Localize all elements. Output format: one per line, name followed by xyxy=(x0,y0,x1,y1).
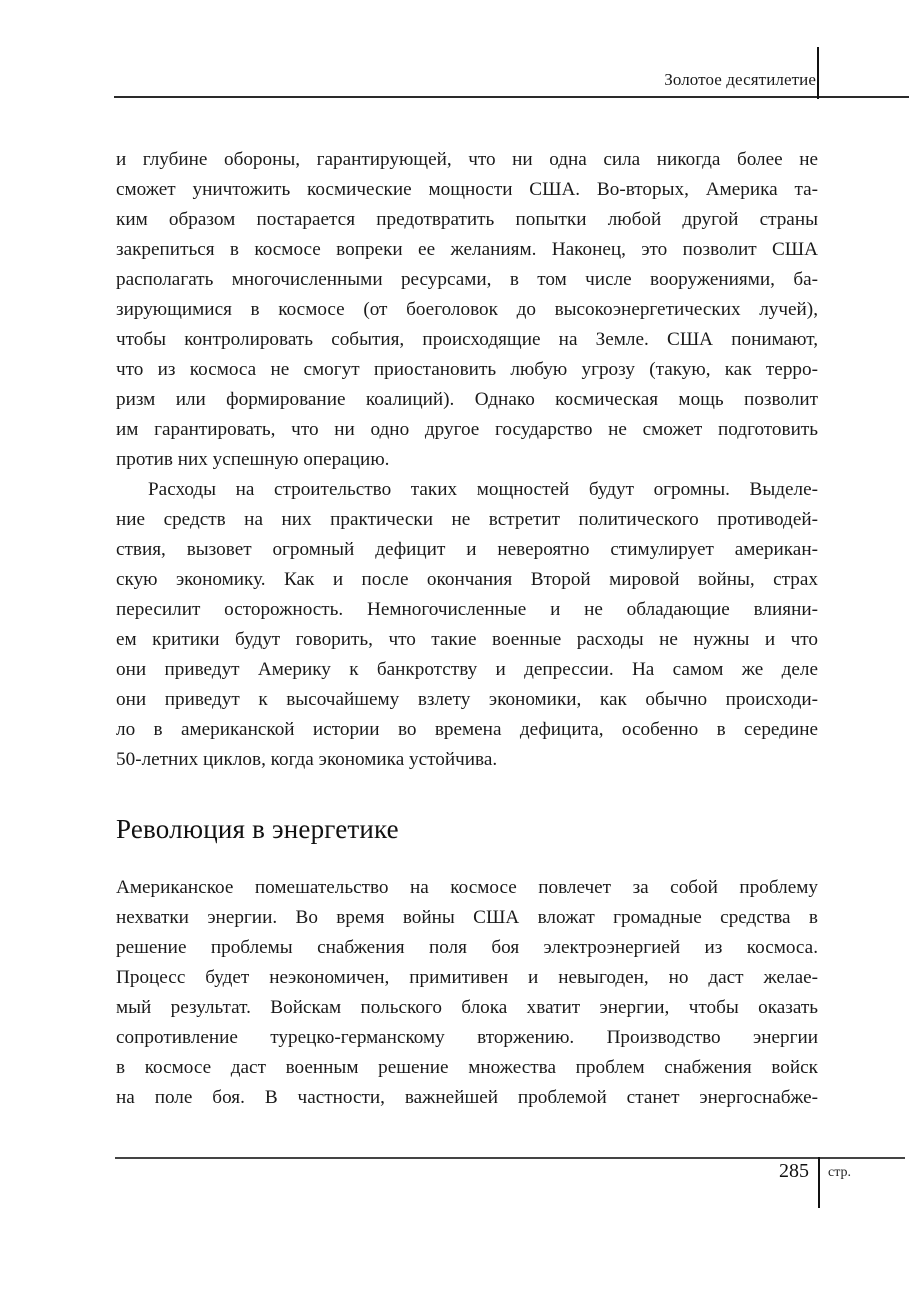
running-head-title: Золотое десятилетие xyxy=(664,70,816,89)
text-line: в космосе даст военным решение множества проблем снабжения войск xyxy=(116,1057,818,1078)
text-line: пересилит осторожность. Немногочисленные и не обладающие влияни- xyxy=(116,599,818,620)
text-line: сможет уничтожить космические мощности США. Во-вторых, Америка та- xyxy=(116,179,818,200)
footer-vertical-rule xyxy=(818,1157,820,1208)
text-line: Расходы на строительство таких мощностей будут огромны. Выделе- xyxy=(148,479,818,500)
text-line: ризм или формирование коалиций). Однако космическая мощь позволит xyxy=(116,389,818,410)
text-line: Процесс будет неэкономичен, примитивен и невыгоден, но даст желае- xyxy=(116,967,818,988)
text-line: они приведут к высочайшему взлету экономики, как обычно происходи- xyxy=(116,689,818,710)
text-line: ние средств на них практически не встретит политического противодей- xyxy=(116,509,818,530)
text-line: закрепиться в космосе вопреки ее желаниям. Наконец, это позволит США xyxy=(116,239,818,260)
header-vertical-rule xyxy=(817,47,819,99)
section-heading: Революция в энергетике xyxy=(116,814,399,844)
text-line: решение проблемы снабжения поля боя электроэнергией из космоса. xyxy=(116,937,818,958)
body-text-section-2 xyxy=(116,873,818,1113)
text-line: мый результат. Войскам польского блока хватит энергии, чтобы оказать xyxy=(116,997,818,1018)
text-line: они приведут Америку к банкротству и депрессии. На самом же деле xyxy=(116,659,818,680)
page-number: 285 xyxy=(779,1160,809,1182)
running-head xyxy=(0,0,913,110)
page-footer xyxy=(0,1140,913,1230)
text-line: и глубине обороны, гарантирующей, что ни одна сила никогда более не xyxy=(116,149,818,170)
text-line: ем критики будут говорить, что такие военные расходы не нужны и что xyxy=(116,629,818,650)
footer-rule xyxy=(115,1157,905,1159)
text-line: на поле боя. В частности, важнейшей проблемой станет энергоснабже- xyxy=(116,1087,818,1108)
text-line: им гарантировать, что ни одно другое государство не сможет подготовить xyxy=(116,419,818,440)
text-line: чтобы контролировать события, происходящие на Земле. США понимают, xyxy=(116,329,818,350)
paragraph xyxy=(116,145,818,475)
text-line: ло в американской истории во времена дефицита, особенно в середине xyxy=(116,719,818,740)
text-line: ствия, вызовет огромный дефицит и невероятно стимулирует американ- xyxy=(116,539,818,560)
text-line: располагать многочисленными ресурсами, в том числе вооружениями, ба- xyxy=(116,269,818,290)
text-line: нехватки энергии. Во время войны США вложат громадные средства в xyxy=(116,907,818,928)
text-line: зирующимися в космосе (от боеголовок до высокоэнергетических лучей), xyxy=(116,299,818,320)
text-line: скую экономику. Как и после окончания Второй мировой войны, страх xyxy=(116,569,818,590)
text-line: Американское помешательство на космосе повлечет за собой проблему xyxy=(116,877,818,898)
text-line: что из космоса не смогут приостановить любую угрозу (такую, как терро- xyxy=(116,359,818,380)
text-line: против них успешную операцию. xyxy=(116,449,390,470)
header-rule xyxy=(114,96,909,98)
body-text-section-1 xyxy=(116,145,818,775)
paragraph xyxy=(116,873,818,1113)
text-line: сопротивление турецко-германскому вторжению. Производство энергии xyxy=(116,1027,818,1048)
text-line: ким образом постарается предотвратить попытки любой другой страны xyxy=(116,209,818,230)
text-line: 50-летних циклов, когда экономика устойчива. xyxy=(116,749,498,770)
paragraph xyxy=(116,475,818,775)
page-label: стр. xyxy=(828,1165,852,1180)
